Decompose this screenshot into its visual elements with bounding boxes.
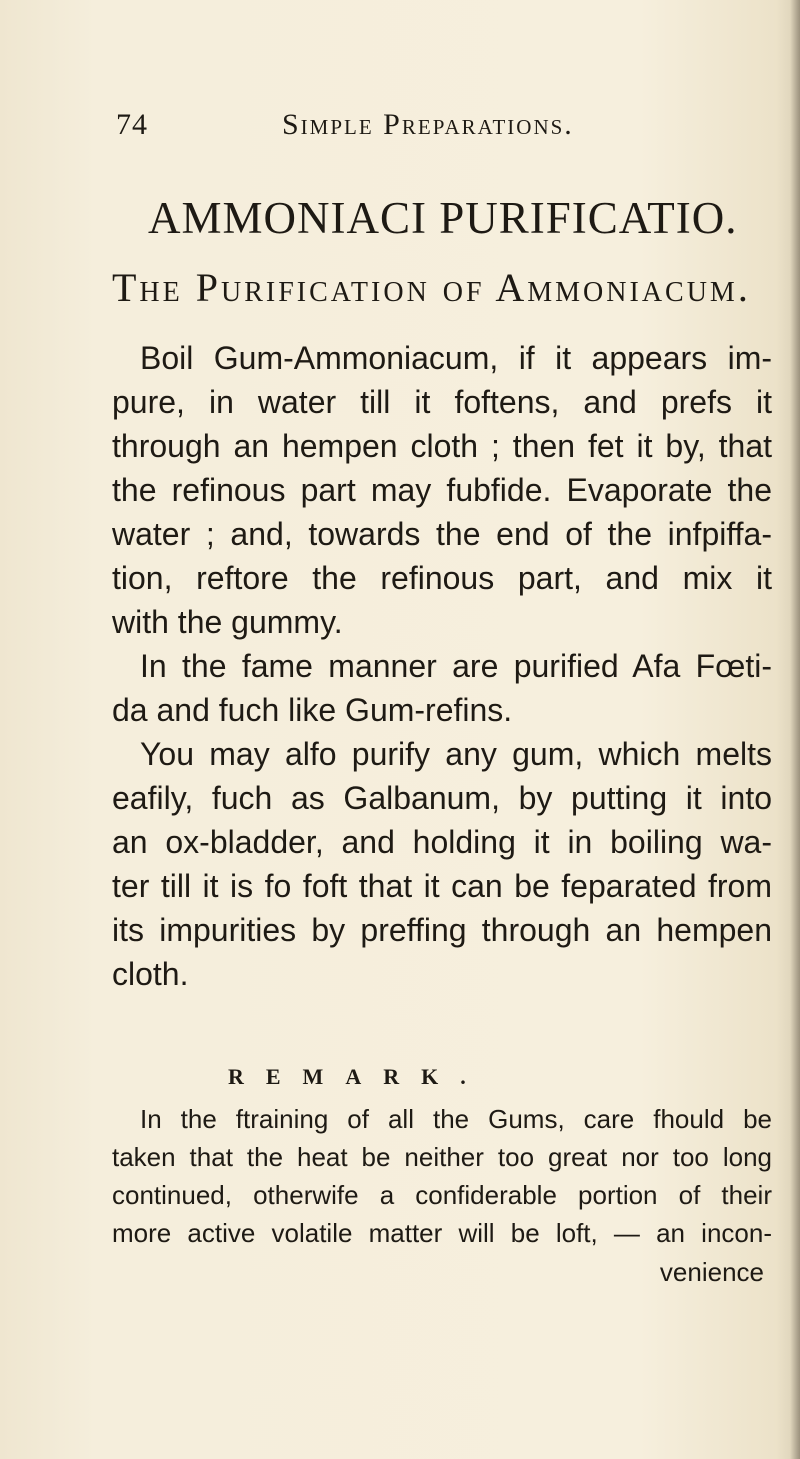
section-subtitle: The Purification of Ammoniacum. [112, 265, 751, 310]
remark-line: continued, otherwife a confiderable portion of their [112, 1180, 772, 1210]
remark-heading: REMARK. [228, 1064, 488, 1089]
remark-line: more active volatile matter will be loft, — an incon- [112, 1218, 772, 1248]
body-line: You may alfo purify any gum, which melts [140, 736, 772, 772]
body-line: eafily, fuch as Galbanum, by putting it into [112, 780, 772, 816]
body-line: tion, reftore the refinous part, and mix it [112, 560, 772, 596]
section-title: AMMONIACI PURIFICATIO. [148, 193, 738, 243]
body-text [112, 336, 772, 996]
body-line: cloth. [112, 956, 189, 992]
running-head [116, 108, 676, 152]
body-line: water ; and, towards the end of the infpiffa- [112, 516, 772, 552]
page-number: 74 [116, 108, 148, 141]
body-line: its impurities by preffing through an hempen [112, 912, 772, 948]
body-line: Boil Gum-Ammoniacum, if it appears im- [140, 340, 772, 376]
body-line: da and fuch like Gum-refins. [112, 692, 513, 728]
body-line: an ox-bladder, and holding it in boiling wa- [112, 824, 772, 860]
body-line: In the fame manner are purified Afa Fœti- [140, 648, 772, 684]
body-line: with the gummy. [112, 604, 343, 640]
remark-text [112, 1100, 772, 1252]
remark-line: taken that the heat be neither too great nor too long [112, 1142, 772, 1172]
body-line: through an hempen cloth ; then fet it by, that [112, 428, 772, 464]
body-line: ter till it is fo foft that it can be feparated from [112, 868, 772, 904]
catchword: venience [659, 1257, 764, 1287]
remark-line: In the ftraining of all the Gums, care fhould be [140, 1104, 772, 1134]
body-line: the refinous part may fubfide. Evaporate the [112, 472, 772, 508]
page-edge-shadow [790, 0, 800, 1459]
body-line: pure, in water till it foftens, and prefs it [112, 384, 772, 420]
running-title: Simple Preparations. [282, 108, 574, 141]
